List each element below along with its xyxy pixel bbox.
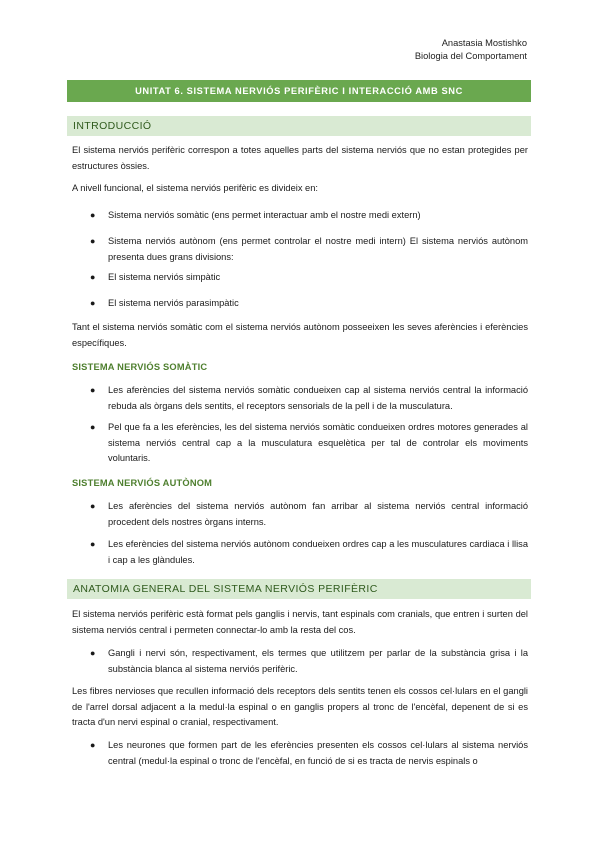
- bullet-marker: ●: [90, 740, 96, 750]
- page-header: [415, 37, 527, 62]
- somatic-bullet-1: Les aferències del sistema nerviós somàtic condueixen cap al sistema nerviós central la informació rebuda als òrgans dels sentits, el receptors sensorials de la pell i de la musculatura.: [108, 385, 528, 411]
- intro-paragraph-2: A nivell funcional, el sistema nerviós perifèric es divideix en:: [72, 183, 318, 193]
- section-heading-intro: INTRODUCCIÓ: [67, 116, 531, 136]
- anatomy-bullet-1: Gangli i nervi són, respectivament, els termes que utilitzem per parlar de la substància grisa i la substància blanca al sistema nerviós perifèric.: [108, 648, 528, 674]
- somatic-bullet-2: Pel que fa a les eferències, les del sistema nerviós somàtic condueixen ordres motores generades al sistema nerviós central cap a la musculatura esquelètica per tal de controlar els moviments voluntaris.: [108, 422, 528, 464]
- bullet-marker: ●: [90, 422, 96, 432]
- autonomic-bullet-2: Les eferències del sistema nerviós autònom condueixen ordres cap a les musculatures cardiaca i llisa i cap a les glàndules.: [108, 539, 528, 565]
- course-name: Biologia del Comportament: [414, 50, 527, 61]
- bullet-marker: ●: [90, 648, 96, 658]
- intro-bullet-4: El sistema nerviós parasimpàtic: [108, 298, 239, 308]
- bullet-marker: ●: [90, 272, 96, 282]
- bullet-marker: ●: [90, 210, 96, 220]
- intro-paragraph-3: Tant el sistema nerviós somàtic com el sistema nerviós autònom posseeixen les seves aferències i eferències específiques.: [72, 322, 528, 348]
- bullet-marker: ●: [90, 236, 96, 246]
- anatomy-bullet-2: Les neurones que formen part de les eferències presenten els cossos cel·lulars al sistema nerviós central (medul·la espinal o tronc de l'encèfal, en funció de si es tracta de nervis espinals o: [108, 740, 528, 766]
- intro-bullet-2: Sistema nerviós autònom (ens permet controlar el nostre medi intern) El sistema nerviós autònom presenta dues grans divisions:: [108, 236, 528, 262]
- anatomy-paragraph-2: Les fibres nervioses que recullen informació dels receptors dels sentits tenen els cossos cel·lulars en el gangli de l'arrel dorsal adjacent a la medul·la espinal o en ganglis propers al tronc de l'encèfal, depenent de si es tracta d'un nervi espinal o cranial, respectivament.: [72, 686, 528, 728]
- autonomic-bullet-1: Les aferències del sistema nerviós autònom fan arribar al sistema nerviós central informació procedent dels nostres òrgans interns.: [108, 501, 528, 527]
- bullet-marker: ●: [90, 501, 96, 511]
- subheading-somatic: SISTEMA NERVIÓS SOMÀTIC: [72, 362, 208, 372]
- subheading-autonomic: SISTEMA NERVIÓS AUTÒNOM: [72, 478, 213, 488]
- anatomy-paragraph-1: El sistema nerviós perifèric està format pels ganglis i nervis, tant espinals com cranials, que entren i surten del sistema nerviós central i permeten connectar-lo amb la resta del cos.: [72, 609, 528, 635]
- unit-title: UNITAT 6. SISTEMA NERVIÓS PERIFÈRIC I INTERACCIÓ AMB SNC: [67, 80, 531, 102]
- intro-paragraph-1: El sistema nerviós perifèric correspon a totes aquelles parts del sistema nerviós que no estan protegides per estructures òssies.: [72, 145, 528, 171]
- section-heading-anatomy: ANATOMIA GENERAL DEL SISTEMA NERVIÓS PERIFÈRIC: [67, 579, 531, 599]
- bullet-marker: ●: [90, 539, 96, 549]
- intro-bullet-3: El sistema nerviós simpàtic: [108, 272, 221, 282]
- bullet-marker: ●: [90, 385, 96, 395]
- author-name: Anastasia Mostishko: [441, 38, 527, 48]
- intro-bullet-1: Sistema nerviós somàtic (ens permet interactuar amb el nostre medi extern): [108, 210, 421, 220]
- bullet-marker: ●: [90, 298, 96, 308]
